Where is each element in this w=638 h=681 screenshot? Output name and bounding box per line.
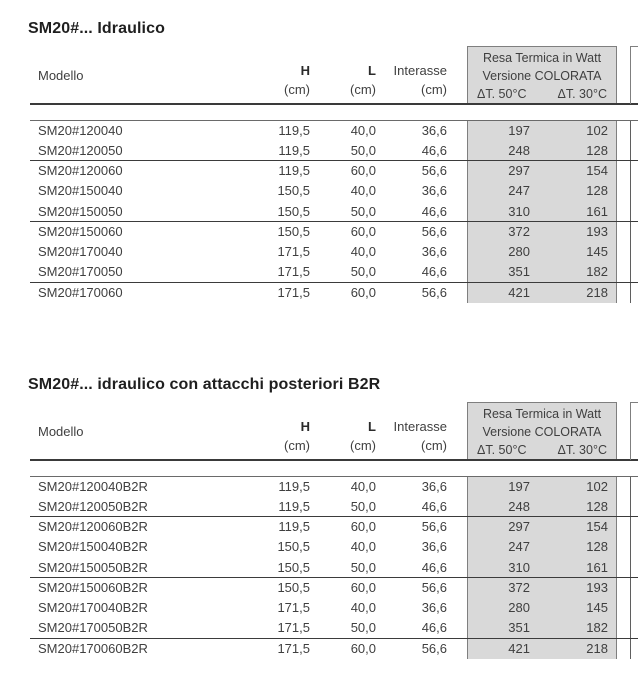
table-row [30, 242, 638, 262]
column-header-h: H (cm) [284, 419, 310, 453]
table-title: SM20#... idraulico con attacchi posteriori B2R [28, 376, 381, 393]
cell-modello: SM20#120040 [38, 122, 123, 138]
cell-interasse: 46,6 [421, 559, 447, 575]
cell-interasse: 36,6 [421, 478, 447, 494]
resa-termica-line1: Resa Termica in Watt [482, 407, 602, 421]
column-header-dt30: ΔT. 30°C [557, 87, 607, 101]
cell-l: 50,0 [350, 142, 376, 158]
table-row [30, 222, 638, 242]
table-row [30, 558, 638, 578]
cell-h: 171,5 [277, 284, 310, 300]
cell-modello: SM20#150040B2R [38, 539, 148, 555]
column-header-modello: Modello [38, 68, 84, 83]
table-row [30, 141, 638, 161]
cell-h: 119,5 [278, 142, 310, 158]
cell-modello: SM20#150060 [38, 223, 123, 239]
cell-interasse: 56,6 [421, 640, 447, 656]
delta-t-labels [468, 441, 616, 459]
cell-dt30: 145 [586, 600, 608, 615]
cell-dt50: 372 [508, 223, 530, 239]
cell-interasse: 46,6 [421, 142, 447, 158]
cell-dt30: 193 [586, 223, 608, 239]
cell-dt30: 154 [586, 163, 608, 178]
cell-dt50: 197 [508, 478, 530, 494]
table-row [30, 283, 638, 303]
cell-h: 150,5 [277, 559, 310, 575]
column-header-interasse: Interasse (cm) [393, 63, 447, 97]
column-header-dt50: ΔT. 50°C [477, 87, 527, 101]
table-idraulico-b2r [0, 356, 638, 681]
cell-h: 150,5 [277, 539, 310, 555]
cell-modello: SM20#150060B2R [38, 579, 148, 595]
cropped-column-border-edge [630, 46, 638, 47]
cell-dt50: 297 [508, 163, 530, 178]
table-row [30, 161, 638, 181]
cell-l: 60,0 [350, 579, 376, 595]
cell-dt30: 128 [586, 539, 608, 555]
cell-modello: SM20#170050 [38, 264, 123, 280]
cell-l: 50,0 [350, 559, 376, 575]
cell-h: 119,5 [278, 163, 310, 178]
cell-h: 119,5 [278, 478, 310, 494]
table-row [30, 477, 638, 497]
cell-interasse: 46,6 [421, 498, 447, 514]
cell-h: 150,5 [277, 183, 310, 199]
table-row [30, 537, 638, 557]
resa-termica-line2: Versione COLORATA [482, 69, 602, 83]
cell-h: 119,5 [278, 498, 310, 514]
column-header-l: L (cm) [350, 419, 376, 453]
cell-dt50: 280 [508, 244, 530, 259]
cell-dt50: 280 [508, 600, 530, 615]
table-row [30, 497, 638, 517]
table-idraulico [0, 0, 638, 330]
table-row [30, 578, 638, 598]
cell-interasse: 56,6 [421, 163, 447, 178]
cell-l: 60,0 [350, 519, 376, 534]
table-body [30, 121, 638, 303]
cell-dt30: 102 [586, 478, 608, 494]
cell-dt50: 421 [508, 284, 530, 300]
table-row [30, 121, 638, 141]
cell-h: 150,5 [277, 223, 310, 239]
cell-dt50: 247 [508, 183, 530, 199]
cell-dt30: 154 [586, 519, 608, 534]
cell-dt30: 128 [586, 183, 608, 199]
cell-modello: SM20#170040B2R [38, 600, 148, 615]
cell-dt50: 197 [508, 122, 530, 138]
cell-h: 150,5 [277, 203, 310, 219]
cell-l: 40,0 [350, 122, 376, 138]
cell-modello: SM20#120040B2R [38, 478, 148, 494]
column-header-dt50: ΔT. 50°C [477, 443, 527, 457]
resa-termica-header-box [467, 402, 617, 460]
column-header-dt30: ΔT. 30°C [557, 443, 607, 457]
header-rule [30, 103, 638, 105]
cropped-column-border-edge [630, 402, 638, 403]
cell-h: 171,5 [277, 264, 310, 280]
cell-modello: SM20#120060 [38, 163, 123, 178]
table-row [30, 181, 638, 201]
cell-l: 60,0 [350, 284, 376, 300]
cell-l: 50,0 [350, 620, 376, 636]
cell-interasse: 56,6 [421, 284, 447, 300]
cell-dt50: 310 [508, 203, 530, 219]
cell-dt50: 351 [508, 264, 530, 280]
cell-dt50: 248 [508, 142, 530, 158]
cropped-column-border-top [630, 402, 631, 460]
cell-modello: SM20#150050B2R [38, 559, 148, 575]
cell-dt50: 310 [508, 559, 530, 575]
cell-dt50: 248 [508, 498, 530, 514]
cell-interasse: 56,6 [421, 579, 447, 595]
table-body [30, 477, 638, 659]
header-rule [30, 459, 638, 461]
cell-l: 40,0 [350, 478, 376, 494]
cell-l: 60,0 [350, 223, 376, 239]
cell-h: 171,5 [277, 640, 310, 656]
cell-dt30: 128 [586, 498, 608, 514]
cell-l: 50,0 [350, 264, 376, 280]
table-title: SM20#... Idraulico [28, 20, 165, 37]
table-row [30, 598, 638, 618]
cell-dt30: 193 [586, 579, 608, 595]
cell-modello: SM20#150050 [38, 203, 123, 219]
cell-l: 40,0 [350, 183, 376, 199]
cell-l: 40,0 [350, 244, 376, 259]
cell-h: 119,5 [278, 122, 310, 138]
cell-dt50: 351 [508, 620, 530, 636]
cell-modello: SM20#170060B2R [38, 640, 148, 656]
cell-modello: SM20#170050B2R [38, 620, 148, 636]
delta-t-labels [468, 85, 616, 103]
cell-h: 119,5 [278, 519, 310, 534]
column-header-l: L (cm) [350, 63, 376, 97]
cell-modello: SM20#150040 [38, 183, 123, 199]
cell-dt50: 297 [508, 519, 530, 534]
cell-dt50: 372 [508, 579, 530, 595]
cell-h: 171,5 [277, 620, 310, 636]
cell-h: 171,5 [277, 244, 310, 259]
resa-termica-header-box [467, 46, 617, 104]
cell-interasse: 46,6 [421, 203, 447, 219]
cell-l: 60,0 [350, 640, 376, 656]
cell-h: 150,5 [277, 579, 310, 595]
cell-l: 50,0 [350, 498, 376, 514]
cropped-column-border-top [630, 46, 631, 104]
table-row [30, 202, 638, 222]
cell-dt30: 218 [586, 640, 608, 656]
column-header-interasse: Interasse (cm) [393, 419, 447, 453]
column-header-h: H (cm) [284, 63, 310, 97]
cell-l: 40,0 [350, 539, 376, 555]
cell-dt30: 218 [586, 284, 608, 300]
cell-dt30: 182 [586, 264, 608, 280]
cell-interasse: 56,6 [421, 223, 447, 239]
cell-interasse: 36,6 [421, 244, 447, 259]
cell-modello: SM20#120050 [38, 142, 123, 158]
cell-dt30: 182 [586, 620, 608, 636]
cell-modello: SM20#170060 [38, 284, 123, 300]
cell-l: 50,0 [350, 203, 376, 219]
cell-interasse: 46,6 [421, 264, 447, 280]
cell-dt50: 421 [508, 640, 530, 656]
cell-interasse: 46,6 [421, 620, 447, 636]
resa-termica-line2: Versione COLORATA [482, 425, 602, 439]
table-row [30, 262, 638, 282]
cell-modello: SM20#120050B2R [38, 498, 148, 514]
cell-h: 171,5 [277, 600, 310, 615]
cell-dt30: 145 [586, 244, 608, 259]
cell-interasse: 56,6 [421, 519, 447, 534]
resa-termica-line1: Resa Termica in Watt [482, 51, 602, 65]
cell-modello: SM20#120060B2R [38, 519, 148, 534]
table-row [30, 639, 638, 659]
cell-interasse: 36,6 [421, 122, 447, 138]
column-header-modello: Modello [38, 424, 84, 439]
cell-dt50: 247 [508, 539, 530, 555]
cell-l: 40,0 [350, 600, 376, 615]
cell-modello: SM20#170040 [38, 244, 123, 259]
cell-l: 60,0 [350, 163, 376, 178]
cell-interasse: 36,6 [421, 539, 447, 555]
cell-dt30: 161 [586, 203, 608, 219]
table-row [30, 618, 638, 638]
cell-dt30: 161 [586, 559, 608, 575]
table-row [30, 517, 638, 537]
cell-dt30: 128 [586, 142, 608, 158]
cell-dt30: 102 [586, 122, 608, 138]
cell-interasse: 36,6 [421, 600, 447, 615]
cell-interasse: 36,6 [421, 183, 447, 199]
